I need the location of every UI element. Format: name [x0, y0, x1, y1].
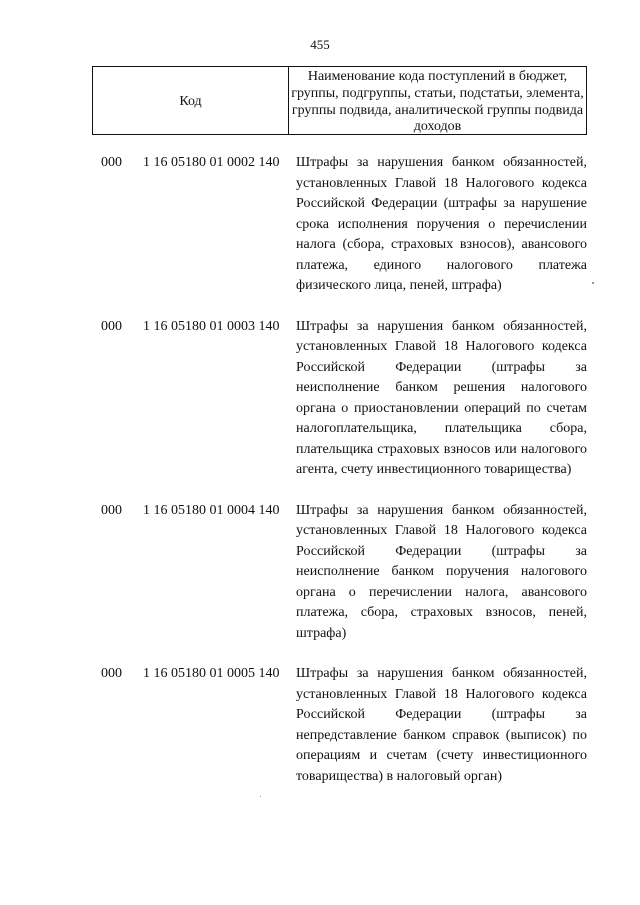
revenue-description: Штрафы за нарушения банком обязанностей, установленных Главой 18 Налогового кодекса Российской Федерации (штрафы за непредставление банком справок (выписок) по операциям и счетам (счету инвестиционного товарищества) в налоговый орган) [296, 666, 587, 784]
admin-code: 000 [101, 502, 122, 518]
table-row [0, 664, 640, 787]
admin-code: 000 [101, 666, 122, 681]
table-row [0, 501, 640, 645]
revenue-code: 1 16 05180 01 0005 140 [143, 666, 280, 681]
revenue-code: 1 16 05180 01 0003 140 [143, 318, 280, 334]
table-header [92, 66, 587, 135]
page-number: 455 [310, 37, 330, 52]
header-name-column: Наименование кода поступлений в бюджет, группы, подгруппы, статьи, подстатьи, элемента, группы подвида, аналитической группы подвида доходов [291, 69, 584, 135]
admin-code: 000 [101, 318, 122, 334]
header-code-column: Код [93, 67, 289, 134]
revenue-description: Штрафы за нарушения банком обязанностей, установленных Главой 18 Налогового кодекса Российской Федерации (штрафы за нарушение срока исполнения поручения о перечислении налога (сбора, страховых взносов), авансового платежа, единого налогового платежа физического лица, пеней, штрафа) [296, 155, 587, 293]
scan-speck [592, 282, 594, 284]
table-row [0, 153, 640, 297]
revenue-code: 1 16 05180 01 0002 140 [143, 155, 280, 170]
table-row [0, 317, 640, 481]
revenue-description: Штрафы за нарушения банком обязанностей, установленных Главой 18 Налогового кодекса Российской Федерации (штрафы за неисполнение банком поручения налогового органа о перечислении налога, авансового платежа, сбора, страховых взносов, пеней, штрафа) [296, 502, 587, 641]
revenue-code: 1 16 05180 01 0004 140 [143, 502, 280, 518]
scan-speck [260, 796, 261, 797]
revenue-description: Штрафы за нарушения банком обязанностей, установленных Главой 18 Налогового кодекса Российской Федерации (штрафы за неисполнение банком решения налогового органа о приостановлении операций по счетам налогоплательщика, плательщика сбора, плательщика страховых взносов или налогового агента, счету инвестиционного товарищества) [296, 318, 587, 477]
admin-code: 000 [101, 155, 122, 170]
code-table-body [0, 153, 640, 787]
